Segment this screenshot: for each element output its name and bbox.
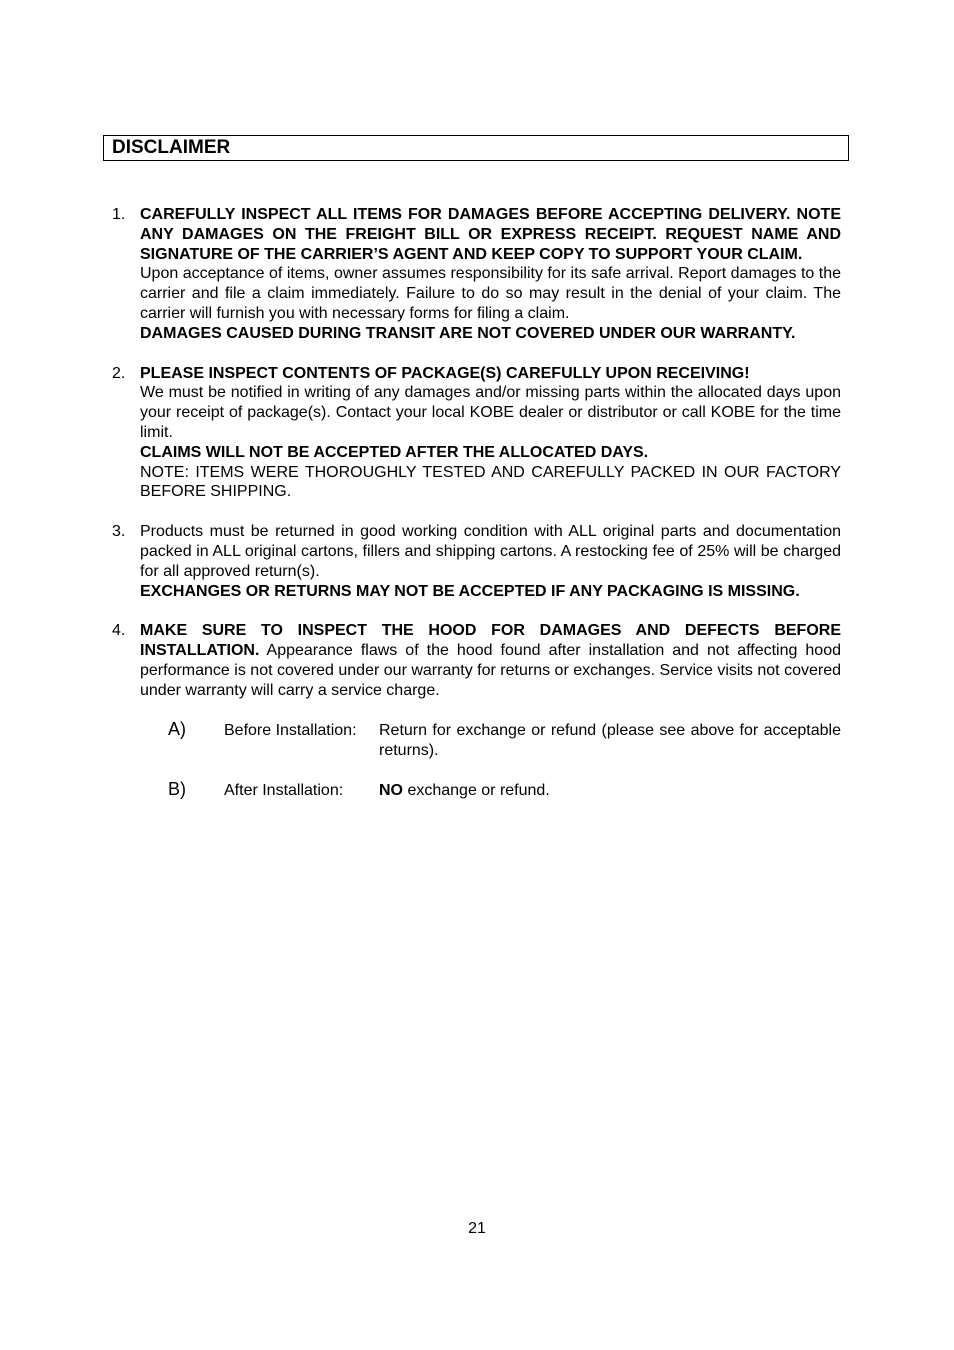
- list-item-1: [112, 205, 841, 344]
- item-paragraph: [140, 621, 841, 700]
- sub-item-text: Return for exchange or refund (please see above for acceptable returns).: [379, 721, 841, 759]
- page-title: DISCLAIMER: [103, 135, 849, 161]
- item-number: 3.: [112, 523, 126, 541]
- list-item-3: [112, 522, 841, 601]
- item-body: Upon acceptance of items, owner assumes responsibility for its safe arrival. Report damages to the carrier and file a claim immediately. Failure to do so may result in the denial of your claim. The carrier will furnish you with necessary forms for filing a claim.: [140, 265, 841, 322]
- item-heading: CAREFULLY INSPECT ALL ITEMS FOR DAMAGES BEFORE ACCEPTING DELIVERY. NOTE ANY DAMAGES ON THE FREIGHT BILL OR EXPRESS RECEIPT. REQUEST NAME AND SIGNATURE OF THE CARRIER’S AGENT AND KEEP COPY TO SUPPORT YOUR CLAIM.: [140, 206, 841, 263]
- sub-item-letter: B): [168, 778, 186, 799]
- item-warning: CLAIMS WILL NOT BE ACCEPTED AFTER THE ALLOCATED DAYS.: [140, 443, 649, 461]
- sub-item-letter: A): [168, 718, 186, 739]
- item-body: Appearance flaws of the hood found after installation and not affecting hood performance is not covered under our warranty for returns or exchanges. Service visits not covered under warranty will carry a service charge.: [140, 642, 841, 699]
- disclaimer-list: [112, 205, 841, 821]
- page-number: 21: [468, 1220, 486, 1237]
- item-note: NOTE: ITEMS WERE THOROUGHLY TESTED AND CAREFULLY PACKED IN OUR FACTORY BEFORE SHIPPING.: [140, 463, 841, 501]
- item-heading: MAKE SURE TO INSPECT THE HOOD FOR DAMAGES AND DEFECTS BEFORE INSTALLATION.: [140, 622, 841, 660]
- item-number: 1.: [112, 206, 126, 223]
- sub-item-text-wrap: [379, 781, 841, 801]
- sub-item-text: exchange or refund.: [403, 781, 550, 799]
- sub-item-label: After Installation:: [224, 781, 344, 799]
- item-heading: PLEASE INSPECT CONTENTS OF PACKAGE(S) CAREFULLY UPON RECEIVING!: [140, 364, 750, 382]
- sub-item-b: [140, 778, 841, 801]
- item-number: 2.: [112, 364, 126, 382]
- list-item-2: [112, 364, 841, 503]
- sub-item-emphasis: NO: [379, 781, 403, 799]
- item-body: Products must be returned in good working condition with ALL original parts and documentation packed in ALL original cartons, fillers and shipping cartons. A restocking fee of 25% will be charged for all approved return(s).: [140, 523, 841, 580]
- item-body: We must be notified in writing of any damages and/or missing parts within the allocated days upon your receipt of package(s). Contact your local KOBE dealer or distributor or call KOBE for the time limit.: [140, 384, 841, 441]
- list-item-4: [112, 621, 841, 800]
- item-warning: EXCHANGES OR RETURNS MAY NOT BE ACCEPTED IF ANY PACKAGING IS MISSING.: [140, 582, 800, 600]
- item-number: 4.: [112, 622, 126, 640]
- item-warning: DAMAGES CAUSED DURING TRANSIT ARE NOT COVERED UNDER OUR WARRANTY.: [140, 324, 796, 342]
- sub-item-a: [140, 718, 841, 761]
- sub-item-label: Before Installation:: [224, 721, 357, 739]
